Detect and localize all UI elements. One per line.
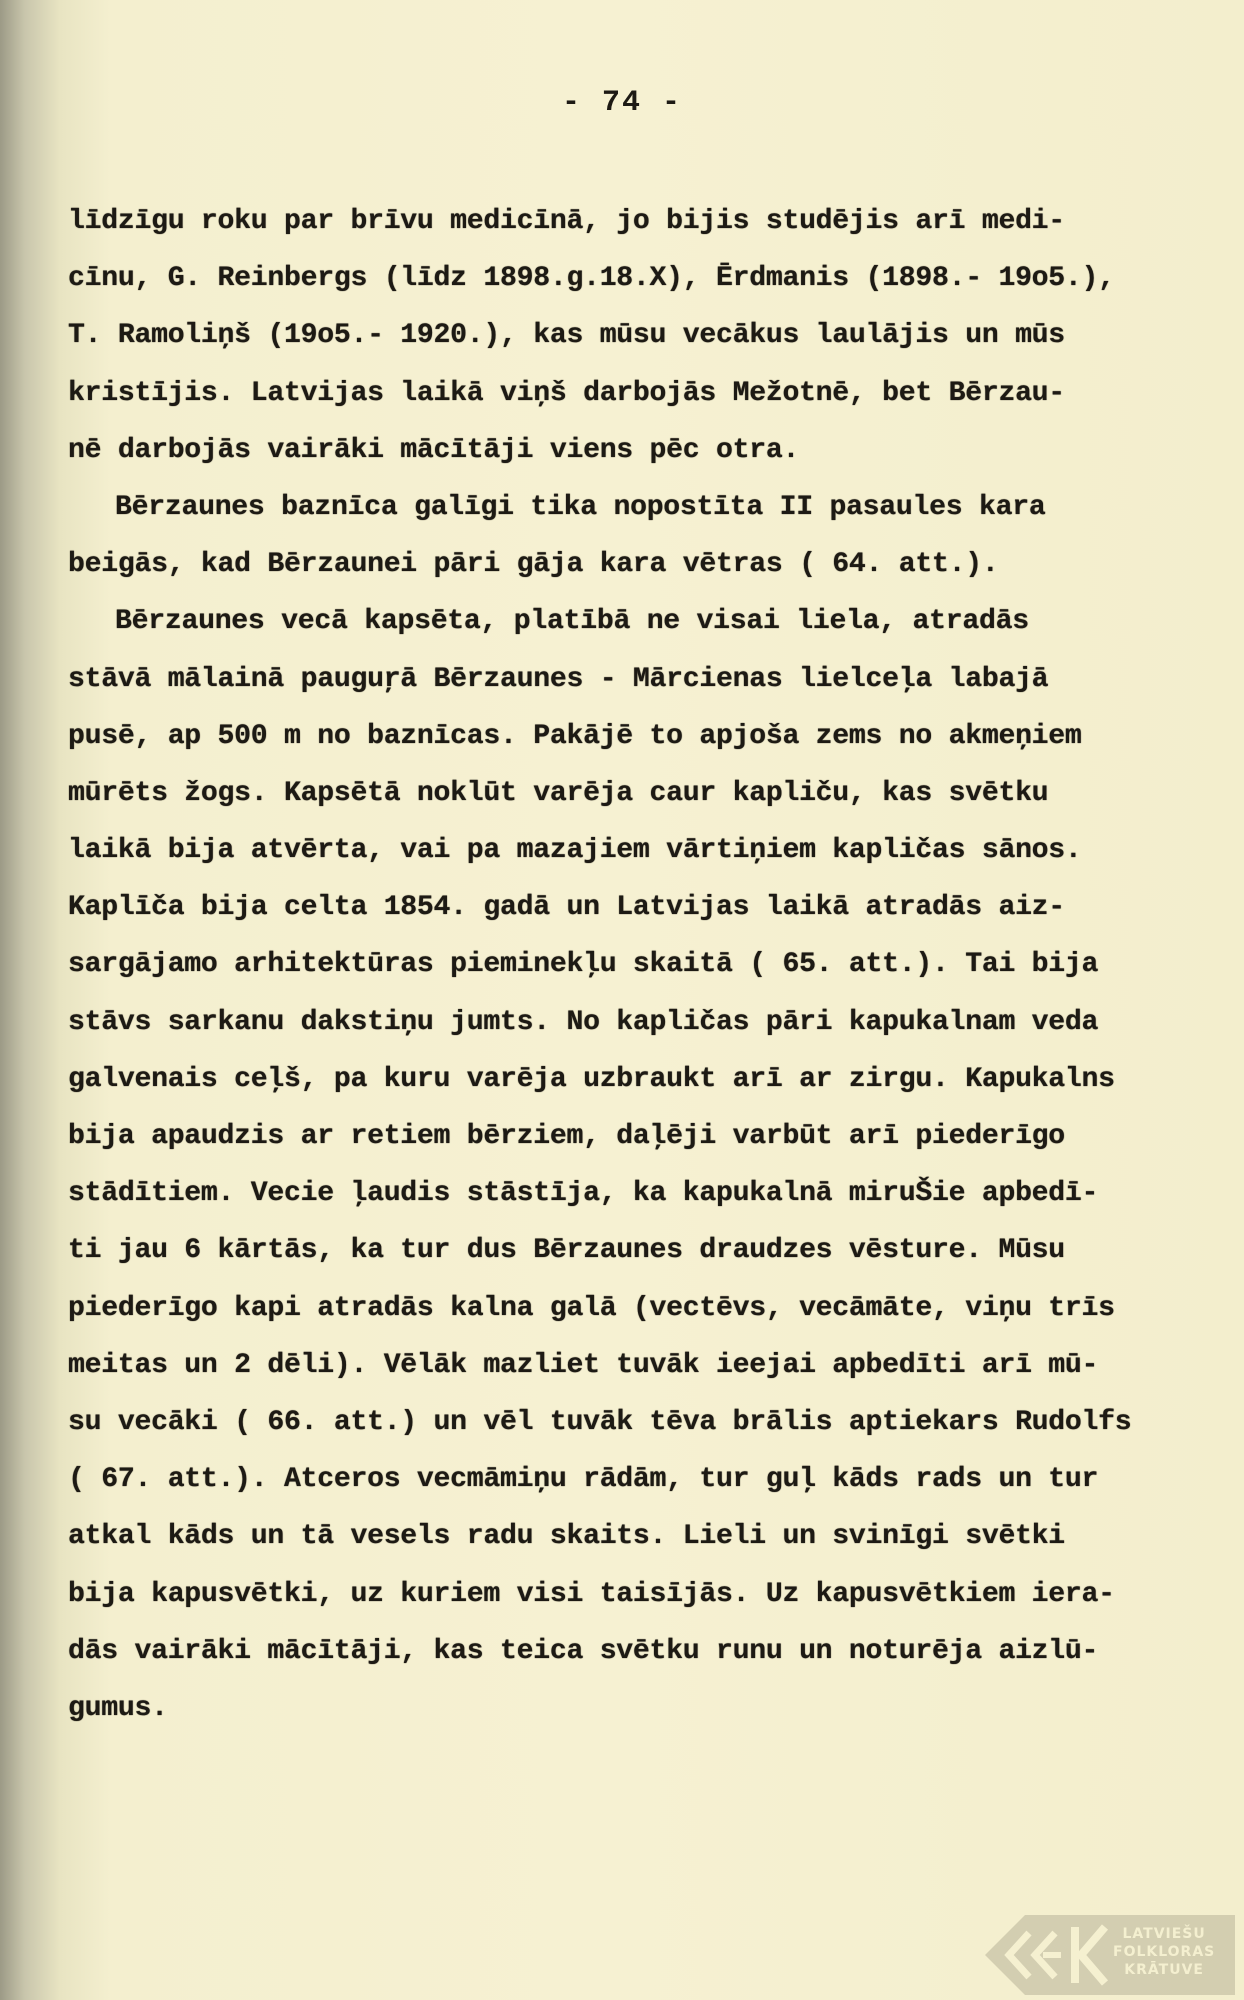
text-line: laikā bija atvērta, vai pa mazajiem vārtiņiem kapličas sānos. (68, 835, 1082, 867)
logo-text (1113, 1925, 1215, 1979)
text-line: Kaplīča bija celta 1854. gadā un Latvijas laikā atradās aiz- (68, 892, 1065, 924)
text-line: atkal kāds un tā vesels radu skaits. Lieli un svinīgi svētki (68, 1521, 1065, 1553)
text-line: stādītiem. Vecie ļaudis stāstīja, ka kapukalnā miruŠie apbedī- (68, 1178, 1099, 1210)
text-line: cīnu, G. Reinbergs (līdz 1898.g.18.X), Ērdmanis (1898.- 19o5.), (68, 263, 1115, 295)
logo-line-2: FOLKLORAS (1113, 1944, 1216, 1960)
text-line: Bērzaunes vecā kapsēta, platībā ne visai liela, atradās (115, 606, 1029, 638)
text-line: ( 67. att.). Atceros vecmāmiņu rādām, tur guļ kāds rads un tur (68, 1464, 1099, 1496)
text-line: ti jau 6 kārtās, ka tur dus Bērzaunes draudzes vēsture. Mūsu (68, 1235, 1065, 1267)
text-line: sargājamo arhitektūras pieminekļu skaitā ( 65. att.). Tai bija (68, 949, 1099, 981)
text-line: T. Ramoliņš (19o5.- 1920.), kas mūsu vecākus laulājis un mūs (68, 320, 1065, 352)
text-line: beigās, kad Bērzaunei pāri gāja kara vētras ( 64. att.). (68, 549, 999, 581)
text-line: galvenais ceļš, pa kuru varēja uzbraukt arī ar zirgu. Kapukalns (68, 1063, 1115, 1095)
text-line: nē darbojās vairāki mācītāji viens pēc otra. (68, 434, 800, 466)
text-line: bija apaudzis ar retiem bērziem, daļēji varbūt arī piederīgo (68, 1121, 1065, 1152)
text-line: meitas un 2 dēli). Vēlāk mazliet tuvāk ieejai apbedīti arī mū- (68, 1349, 1099, 1381)
text-line: līdzīgu roku par brīvu medicīnā, jo bijis studējis arī medi- (68, 206, 1065, 237)
text-line: pusē, ap 500 m no baznīcas. Pakājē to apjoša zems no akmeņiem (68, 720, 1082, 752)
text-line: piederīgo kapi atradās kalna galā (vectēvs, vecāmāte, viņu trīs (68, 1292, 1115, 1324)
text-line: dās vairāki mācītāji, kas teica svētku runu un noturēja aizlū- (68, 1635, 1099, 1667)
text-line: kristījis. Latvijas laikā viņš darbojās Mežotnē, bet Bērzau- (68, 377, 1065, 409)
text-line: stāvs sarkanu dakstiņu jumts. No kapličas pāri kapukalnam veda (68, 1006, 1099, 1038)
text-line: bija kapusvētki, uz kuriem visi taisījās. Uz kapusvētkiem iera- (68, 1578, 1115, 1610)
document-body (68, 193, 1208, 1737)
page-number: - 74 - (561, 86, 683, 120)
logo-line-1: LATVIEŠU (1122, 1926, 1206, 1942)
text-line: mūrēts žogs. Kapsētā noklūt varēja caur kapliču, kas svētku (68, 777, 1049, 809)
text-line: stāvā mālainā pauguŗā Bērzaunes - Mārcienas lielceļa labajā (68, 663, 1049, 695)
text-line: su vecāki ( 66. att.) un vēl tuvāk tēva brālis aptiekars Rudolfs (68, 1406, 1132, 1438)
latviesu-folkloras-kratuve-logo (985, 1915, 1235, 1995)
logo-line-3: KRĀTUVE (1124, 1962, 1204, 1978)
text-line: Bērzaunes baznīca galīgi tika nopostīta II pasaules kara (115, 491, 1046, 523)
text-line: gumus. (68, 1692, 168, 1724)
